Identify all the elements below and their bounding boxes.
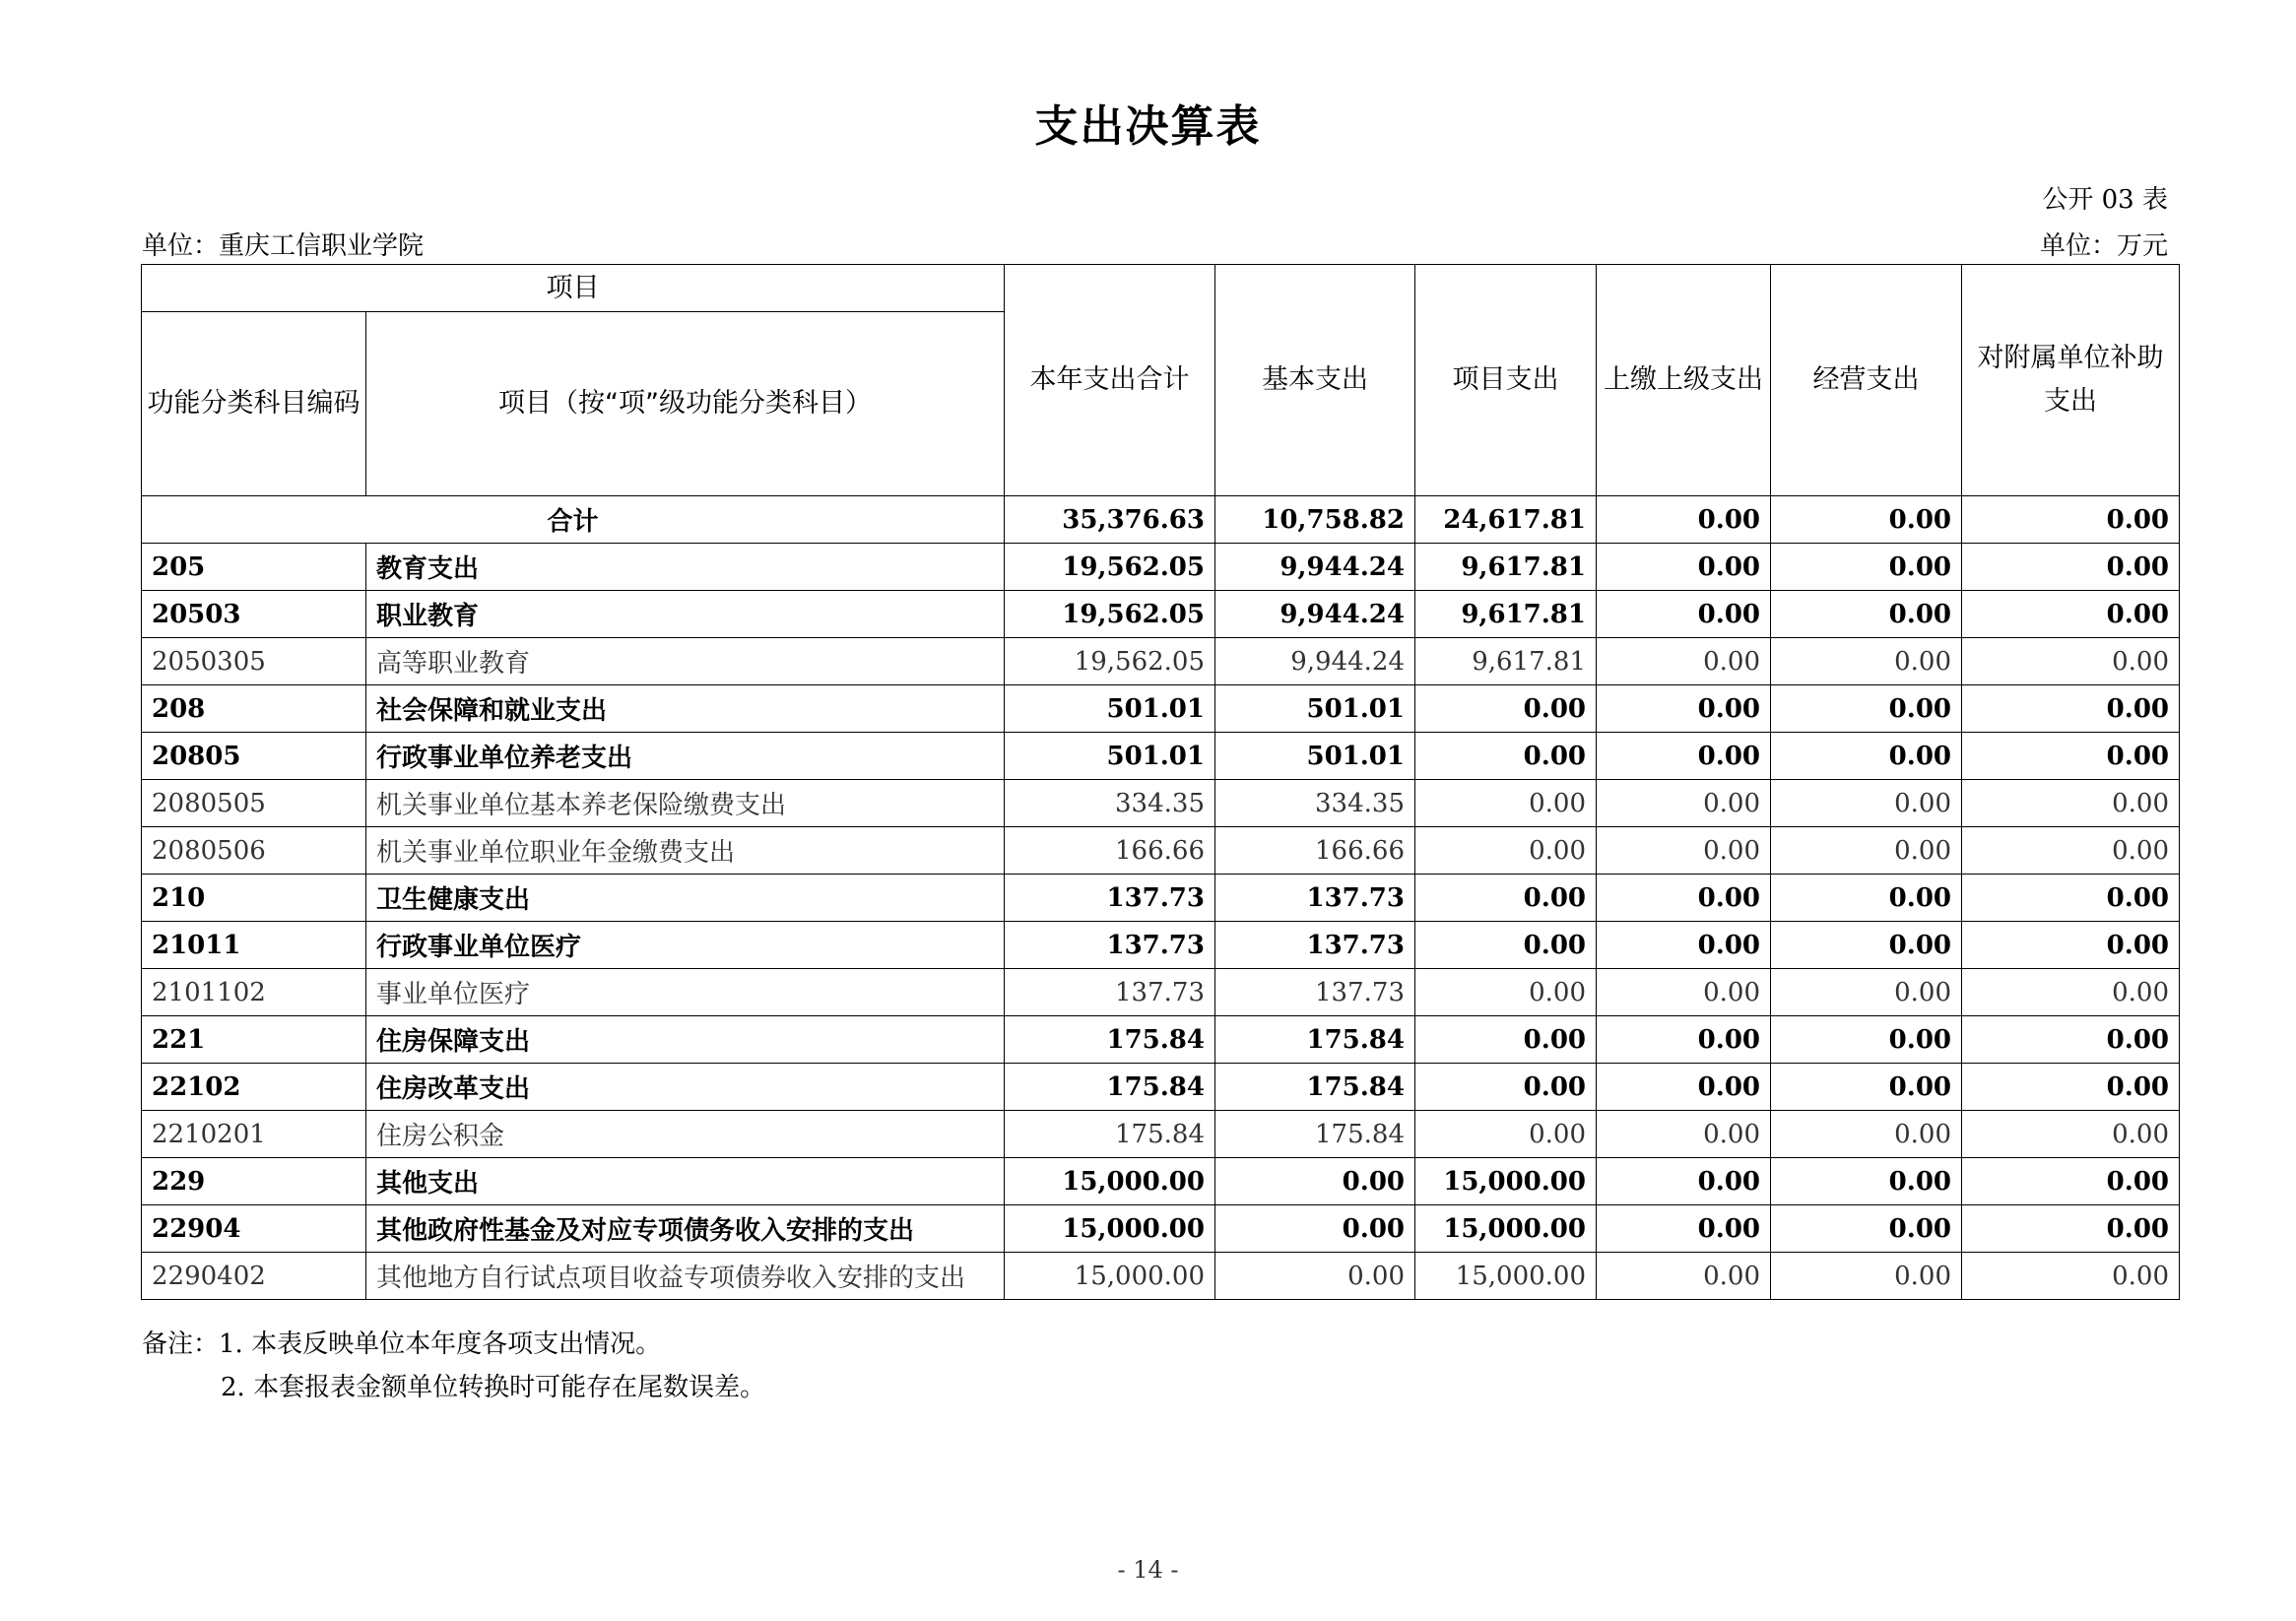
row-value: 0.00 bbox=[1597, 733, 1771, 780]
header-code: 功能分类科目编码 bbox=[142, 312, 366, 496]
row-value: 19,562.05 bbox=[1005, 544, 1215, 591]
row-name: 其他支出 bbox=[366, 1158, 1005, 1205]
row-value: 501.01 bbox=[1215, 685, 1415, 733]
row-value: 0.00 bbox=[1597, 1158, 1771, 1205]
row-value: 0.00 bbox=[1771, 969, 1962, 1016]
table-row bbox=[142, 1253, 2180, 1300]
row-name: 高等职业教育 bbox=[366, 638, 1005, 685]
row-value: 137.73 bbox=[1215, 922, 1415, 969]
row-name: 住房公积金 bbox=[366, 1111, 1005, 1158]
row-value: 9,944.24 bbox=[1215, 638, 1415, 685]
row-value: 0.00 bbox=[1771, 1253, 1962, 1300]
row-value: 334.35 bbox=[1215, 780, 1415, 827]
header-subsidy bbox=[1962, 265, 2180, 496]
form-number: 公开 03 表 bbox=[2042, 185, 2168, 215]
row-name: 事业单位医疗 bbox=[366, 969, 1005, 1016]
row-value: 175.84 bbox=[1215, 1064, 1415, 1111]
row-value: 0.00 bbox=[1962, 969, 2180, 1016]
row-value: 0.00 bbox=[1597, 827, 1771, 875]
table-row bbox=[142, 875, 2180, 922]
row-name: 卫生健康支出 bbox=[366, 875, 1005, 922]
row-value: 175.84 bbox=[1215, 1016, 1415, 1064]
row-value: 0.00 bbox=[1415, 922, 1597, 969]
row-value: 175.84 bbox=[1005, 1111, 1215, 1158]
row-code: 22102 bbox=[142, 1064, 366, 1111]
row-value: 175.84 bbox=[1005, 1016, 1215, 1064]
table-row bbox=[142, 1111, 2180, 1158]
row-value: 9,617.81 bbox=[1415, 638, 1597, 685]
header-subsidy-line1: 对附属单位补助 bbox=[1977, 343, 2164, 373]
row-value: 0.00 bbox=[1415, 875, 1597, 922]
row-value: 0.00 bbox=[1597, 591, 1771, 638]
row-value: 0.00 bbox=[1962, 1205, 2180, 1253]
notes bbox=[142, 1323, 765, 1409]
row-value: 0.00 bbox=[1415, 733, 1597, 780]
row-name: 教育支出 bbox=[366, 544, 1005, 591]
row-code: 21011 bbox=[142, 922, 366, 969]
note-line-2: 2. 本套报表金额单位转换时可能存在尾数误差。 bbox=[221, 1373, 766, 1402]
total-value: 0.00 bbox=[1597, 496, 1771, 544]
row-code: 22904 bbox=[142, 1205, 366, 1253]
row-value: 0.00 bbox=[1597, 1205, 1771, 1253]
row-value: 9,617.81 bbox=[1415, 591, 1597, 638]
row-value: 0.00 bbox=[1962, 1064, 2180, 1111]
row-name: 其他政府性基金及对应专项债务收入安排的支出 bbox=[366, 1205, 1005, 1253]
table-row bbox=[142, 780, 2180, 827]
header-project: 项目 bbox=[142, 265, 1005, 312]
row-value: 0.00 bbox=[1215, 1158, 1415, 1205]
row-value: 0.00 bbox=[1771, 827, 1962, 875]
row-value: 0.00 bbox=[1597, 638, 1771, 685]
row-code: 205 bbox=[142, 544, 366, 591]
table-row bbox=[142, 827, 2180, 875]
row-value: 0.00 bbox=[1771, 875, 1962, 922]
row-value: 501.01 bbox=[1005, 685, 1215, 733]
row-value: 0.00 bbox=[1771, 1064, 1962, 1111]
row-code: 221 bbox=[142, 1016, 366, 1064]
row-value: 501.01 bbox=[1215, 733, 1415, 780]
row-value: 15,000.00 bbox=[1005, 1253, 1215, 1300]
row-value: 0.00 bbox=[1771, 591, 1962, 638]
table-row bbox=[142, 544, 2180, 591]
row-value: 15,000.00 bbox=[1415, 1205, 1597, 1253]
row-value: 9,944.24 bbox=[1215, 544, 1415, 591]
note-line-1: 备注：1. 本表反映单位本年度各项支出情况。 bbox=[142, 1329, 662, 1359]
table-row bbox=[142, 638, 2180, 685]
row-value: 166.66 bbox=[1005, 827, 1215, 875]
row-value: 0.00 bbox=[1771, 1158, 1962, 1205]
row-name: 行政事业单位养老支出 bbox=[366, 733, 1005, 780]
row-value: 0.00 bbox=[1962, 685, 2180, 733]
total-value: 0.00 bbox=[1771, 496, 1962, 544]
row-value: 0.00 bbox=[1771, 1016, 1962, 1064]
row-value: 0.00 bbox=[1597, 1064, 1771, 1111]
table-row bbox=[142, 1158, 2180, 1205]
row-value: 0.00 bbox=[1771, 780, 1962, 827]
row-code: 208 bbox=[142, 685, 366, 733]
row-value: 0.00 bbox=[1215, 1253, 1415, 1300]
page-number: - 14 - bbox=[1117, 1556, 1179, 1584]
row-value: 15,000.00 bbox=[1005, 1158, 1215, 1205]
row-value: 0.00 bbox=[1597, 780, 1771, 827]
row-value: 0.00 bbox=[1597, 969, 1771, 1016]
header-basic: 基本支出 bbox=[1215, 265, 1415, 496]
row-value: 0.00 bbox=[1597, 1111, 1771, 1158]
row-value: 0.00 bbox=[1415, 685, 1597, 733]
row-value: 0.00 bbox=[1771, 638, 1962, 685]
table-row bbox=[142, 685, 2180, 733]
row-value: 0.00 bbox=[1771, 544, 1962, 591]
row-code: 2080506 bbox=[142, 827, 366, 875]
row-value: 0.00 bbox=[1962, 1016, 2180, 1064]
row-value: 0.00 bbox=[1962, 922, 2180, 969]
row-code: 210 bbox=[142, 875, 366, 922]
row-value: 0.00 bbox=[1597, 922, 1771, 969]
row-code: 2290402 bbox=[142, 1253, 366, 1300]
row-value: 0.00 bbox=[1962, 1111, 2180, 1158]
table-row bbox=[142, 733, 2180, 780]
row-value: 19,562.05 bbox=[1005, 638, 1215, 685]
total-label: 合计 bbox=[142, 496, 1005, 544]
table-row bbox=[142, 1016, 2180, 1064]
row-value: 0.00 bbox=[1415, 1016, 1597, 1064]
row-value: 334.35 bbox=[1005, 780, 1215, 827]
row-value: 175.84 bbox=[1215, 1111, 1415, 1158]
total-value: 24,617.81 bbox=[1415, 496, 1597, 544]
row-value: 0.00 bbox=[1771, 1111, 1962, 1158]
reporting-unit: 单位：重庆工信职业学院 bbox=[142, 231, 425, 261]
row-value: 0.00 bbox=[1771, 922, 1962, 969]
page-title: 支出决算表 bbox=[1034, 101, 1262, 152]
row-value: 0.00 bbox=[1962, 638, 2180, 685]
row-code: 2101102 bbox=[142, 969, 366, 1016]
row-name: 机关事业单位基本养老保险缴费支出 bbox=[366, 780, 1005, 827]
row-value: 0.00 bbox=[1415, 1111, 1597, 1158]
table-row bbox=[142, 1064, 2180, 1111]
expenditure-table bbox=[141, 264, 2180, 1300]
table-row bbox=[142, 922, 2180, 969]
header-total: 本年支出合计 bbox=[1005, 265, 1215, 496]
row-code: 2210201 bbox=[142, 1111, 366, 1158]
row-value: 15,000.00 bbox=[1005, 1205, 1215, 1253]
total-value: 10,758.82 bbox=[1215, 496, 1415, 544]
row-value: 9,944.24 bbox=[1215, 591, 1415, 638]
row-value: 0.00 bbox=[1597, 544, 1771, 591]
row-value: 9,617.81 bbox=[1415, 544, 1597, 591]
header-upper-payment: 上缴上级支出 bbox=[1597, 265, 1771, 496]
row-value: 0.00 bbox=[1771, 1205, 1962, 1253]
table-row bbox=[142, 591, 2180, 638]
row-value: 0.00 bbox=[1415, 780, 1597, 827]
row-value: 175.84 bbox=[1005, 1064, 1215, 1111]
row-value: 137.73 bbox=[1005, 922, 1215, 969]
row-value: 0.00 bbox=[1597, 685, 1771, 733]
row-name: 社会保障和就业支出 bbox=[366, 685, 1005, 733]
row-value: 0.00 bbox=[1962, 544, 2180, 591]
row-code: 20805 bbox=[142, 733, 366, 780]
currency-unit: 单位：万元 bbox=[2039, 231, 2168, 261]
row-value: 0.00 bbox=[1597, 875, 1771, 922]
row-value: 137.73 bbox=[1005, 969, 1215, 1016]
row-value: 0.00 bbox=[1415, 1064, 1597, 1111]
row-name: 行政事业单位医疗 bbox=[366, 922, 1005, 969]
table-row bbox=[142, 969, 2180, 1016]
row-value: 0.00 bbox=[1962, 827, 2180, 875]
total-row bbox=[142, 496, 2180, 544]
row-value: 0.00 bbox=[1962, 1158, 2180, 1205]
row-value: 19,562.05 bbox=[1005, 591, 1215, 638]
row-value: 0.00 bbox=[1962, 591, 2180, 638]
row-value: 0.00 bbox=[1597, 1016, 1771, 1064]
header-subsidy-line2: 支出 bbox=[2044, 386, 2097, 417]
total-value: 0.00 bbox=[1962, 496, 2180, 544]
row-value: 166.66 bbox=[1215, 827, 1415, 875]
header-project-expense: 项目支出 bbox=[1415, 265, 1597, 496]
header-item-name: 项目（按“项”级功能分类科目） bbox=[366, 312, 1005, 496]
row-value: 0.00 bbox=[1771, 685, 1962, 733]
row-value: 0.00 bbox=[1962, 733, 2180, 780]
row-value: 15,000.00 bbox=[1415, 1253, 1597, 1300]
row-value: 0.00 bbox=[1962, 875, 2180, 922]
row-name: 其他地方自行试点项目收益专项债券收入安排的支出 bbox=[366, 1253, 1005, 1300]
row-value: 0.00 bbox=[1962, 780, 2180, 827]
row-name: 住房改革支出 bbox=[366, 1064, 1005, 1111]
row-value: 0.00 bbox=[1215, 1205, 1415, 1253]
row-value: 137.73 bbox=[1215, 969, 1415, 1016]
header-business: 经营支出 bbox=[1771, 265, 1962, 496]
table-row bbox=[142, 1205, 2180, 1253]
row-value: 0.00 bbox=[1771, 733, 1962, 780]
row-value: 501.01 bbox=[1005, 733, 1215, 780]
row-name: 住房保障支出 bbox=[366, 1016, 1005, 1064]
row-value: 0.00 bbox=[1415, 827, 1597, 875]
row-name: 机关事业单位职业年金缴费支出 bbox=[366, 827, 1005, 875]
row-value: 0.00 bbox=[1597, 1253, 1771, 1300]
row-code: 20503 bbox=[142, 591, 366, 638]
row-code: 229 bbox=[142, 1158, 366, 1205]
row-value: 137.73 bbox=[1005, 875, 1215, 922]
row-value: 0.00 bbox=[1415, 969, 1597, 1016]
row-value: 137.73 bbox=[1215, 875, 1415, 922]
row-name: 职业教育 bbox=[366, 591, 1005, 638]
row-code: 2080505 bbox=[142, 780, 366, 827]
row-value: 15,000.00 bbox=[1415, 1158, 1597, 1205]
row-code: 2050305 bbox=[142, 638, 366, 685]
total-value: 35,376.63 bbox=[1005, 496, 1215, 544]
row-value: 0.00 bbox=[1962, 1253, 2180, 1300]
